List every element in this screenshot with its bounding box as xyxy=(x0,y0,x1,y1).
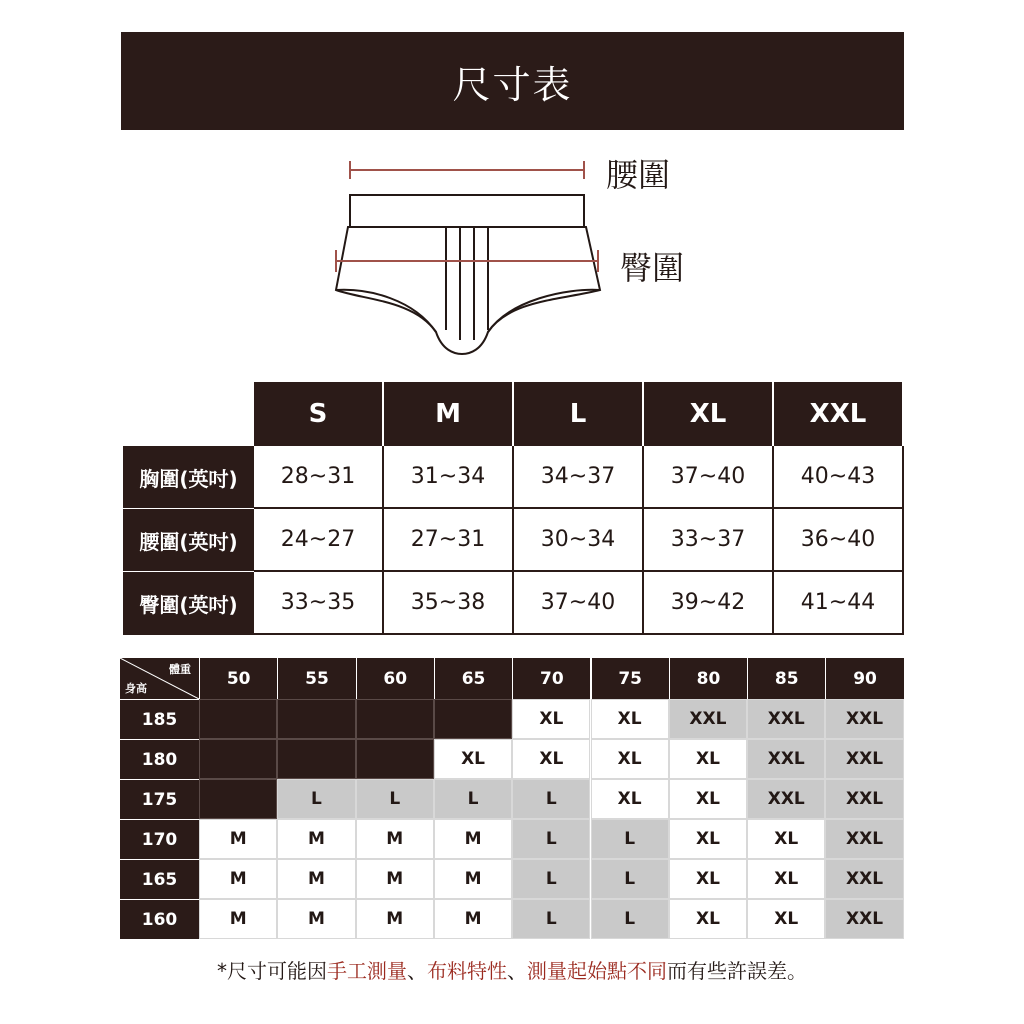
measurement-value: 28~31 xyxy=(254,446,384,509)
note-prefix: *尺寸可能因 xyxy=(217,959,327,983)
measurement-label: 胸圍(英吋) xyxy=(123,446,254,508)
measurement-value: 33~37 xyxy=(644,509,774,572)
hip-label: 臀圍 xyxy=(620,249,685,287)
height-label: 185 xyxy=(120,699,199,739)
size-cell: M xyxy=(199,819,277,859)
size-cell: XXL xyxy=(825,739,903,779)
height-axis-label: 身高 xyxy=(125,682,147,695)
size-cell: L xyxy=(434,779,512,819)
weight-axis-label: 體重 xyxy=(169,663,191,676)
empty-cell xyxy=(356,739,434,779)
height-label: 160 xyxy=(120,899,199,939)
size-cell: XXL xyxy=(825,779,903,819)
empty-cell xyxy=(199,699,277,739)
measurement-label: 腰圍(英吋) xyxy=(123,509,254,571)
measurement-value: 34~37 xyxy=(514,446,644,509)
note-separator-1: 、 xyxy=(407,959,427,983)
empty-cell xyxy=(434,699,512,739)
empty-cell xyxy=(199,779,277,819)
note-suffix: 而有些許誤差。 xyxy=(667,959,807,983)
size-header-s: S xyxy=(254,382,382,446)
size-cell: XL xyxy=(591,739,669,779)
measurement-value: 37~40 xyxy=(514,572,644,635)
size-cell: L xyxy=(591,859,669,899)
size-cell: XL xyxy=(669,819,747,859)
measurement-value: 36~40 xyxy=(774,509,904,572)
size-cell: M xyxy=(199,859,277,899)
height-label: 165 xyxy=(120,859,199,899)
size-cell: XXL xyxy=(825,859,903,899)
weight-header: 65 xyxy=(434,658,512,699)
weight-header: 55 xyxy=(277,658,355,699)
size-cell: M xyxy=(434,819,512,859)
size-cell: L xyxy=(356,779,434,819)
size-cell: XXL xyxy=(747,739,825,779)
measurement-value: 35~38 xyxy=(384,572,514,635)
measurement-value: 37~40 xyxy=(644,446,774,509)
size-cell: XL xyxy=(747,899,825,939)
height-label: 170 xyxy=(120,819,199,859)
size-cell: M xyxy=(199,899,277,939)
size-cell: XL xyxy=(591,699,669,739)
size-cell: L xyxy=(591,899,669,939)
size-cell: XL xyxy=(512,739,590,779)
size-cell: XL xyxy=(747,819,825,859)
size-cell: M xyxy=(434,899,512,939)
size-cell: L xyxy=(591,819,669,859)
empty-cell xyxy=(199,739,277,779)
size-cell: XXL xyxy=(669,699,747,739)
height-label: 175 xyxy=(120,779,199,819)
weight-header: 80 xyxy=(669,658,747,699)
weight-header: 75 xyxy=(591,658,669,699)
height-weight-size-grid xyxy=(120,658,904,939)
size-cell: L xyxy=(277,779,355,819)
size-cell: L xyxy=(512,779,590,819)
size-header-xxl: XXL xyxy=(774,382,902,446)
size-header-l: L xyxy=(514,382,642,446)
empty-cell xyxy=(356,699,434,739)
weight-header: 90 xyxy=(825,658,903,699)
grid-corner xyxy=(120,658,199,699)
size-cell: XXL xyxy=(825,699,903,739)
note-highlight-1: 手工測量 xyxy=(327,959,407,983)
waist-label: 腰圍 xyxy=(606,156,671,194)
briefs-illustration xyxy=(330,150,750,370)
size-cell: XL xyxy=(747,859,825,899)
size-cell: XL xyxy=(669,859,747,899)
size-cell: XL xyxy=(434,739,512,779)
size-cell: XXL xyxy=(747,699,825,739)
size-cell: M xyxy=(277,859,355,899)
note-highlight-2: 布料特性 xyxy=(427,959,507,983)
size-cell: L xyxy=(512,899,590,939)
size-cell: XXL xyxy=(747,779,825,819)
briefs-diagram xyxy=(330,150,750,370)
size-cell: XL xyxy=(512,699,590,739)
size-cell: M xyxy=(356,819,434,859)
size-cell: XL xyxy=(669,779,747,819)
note-separator-2: 、 xyxy=(507,959,527,983)
size-cell: XXL xyxy=(825,899,903,939)
title-banner xyxy=(121,32,904,130)
note-highlight-3: 測量起始點不同 xyxy=(527,959,667,983)
size-measurement-table xyxy=(123,382,904,636)
measurement-value: 30~34 xyxy=(514,509,644,572)
size-cell: M xyxy=(356,859,434,899)
weight-header: 70 xyxy=(512,658,590,699)
height-label: 180 xyxy=(120,739,199,779)
size-cell: XL xyxy=(669,899,747,939)
size-cell: XL xyxy=(591,779,669,819)
weight-header: 60 xyxy=(356,658,434,699)
measurement-value: 41~44 xyxy=(774,572,904,635)
disclaimer-note xyxy=(0,955,1024,984)
size-cell: M xyxy=(277,819,355,859)
measurement-value: 40~43 xyxy=(774,446,904,509)
measurement-value: 31~34 xyxy=(384,446,514,509)
weight-header: 85 xyxy=(747,658,825,699)
size-cell: M xyxy=(277,899,355,939)
measurement-value: 24~27 xyxy=(254,509,384,572)
size-cell: M xyxy=(356,899,434,939)
measurement-value: 33~35 xyxy=(254,572,384,635)
size-cell: XL xyxy=(669,739,747,779)
measurement-value: 39~42 xyxy=(644,572,774,635)
empty-cell xyxy=(277,739,355,779)
page-title: 尺寸表 xyxy=(452,62,573,107)
empty-cell xyxy=(277,699,355,739)
size-cell: L xyxy=(512,819,590,859)
size-cell: M xyxy=(434,859,512,899)
size-header-xl: XL xyxy=(644,382,772,446)
size-cell: L xyxy=(512,859,590,899)
size-cell: XXL xyxy=(825,819,903,859)
weight-header: 50 xyxy=(199,658,277,699)
measurement-label: 臀圍(英吋) xyxy=(123,572,254,635)
size-header-m: M xyxy=(384,382,512,446)
measurement-value: 27~31 xyxy=(384,509,514,572)
